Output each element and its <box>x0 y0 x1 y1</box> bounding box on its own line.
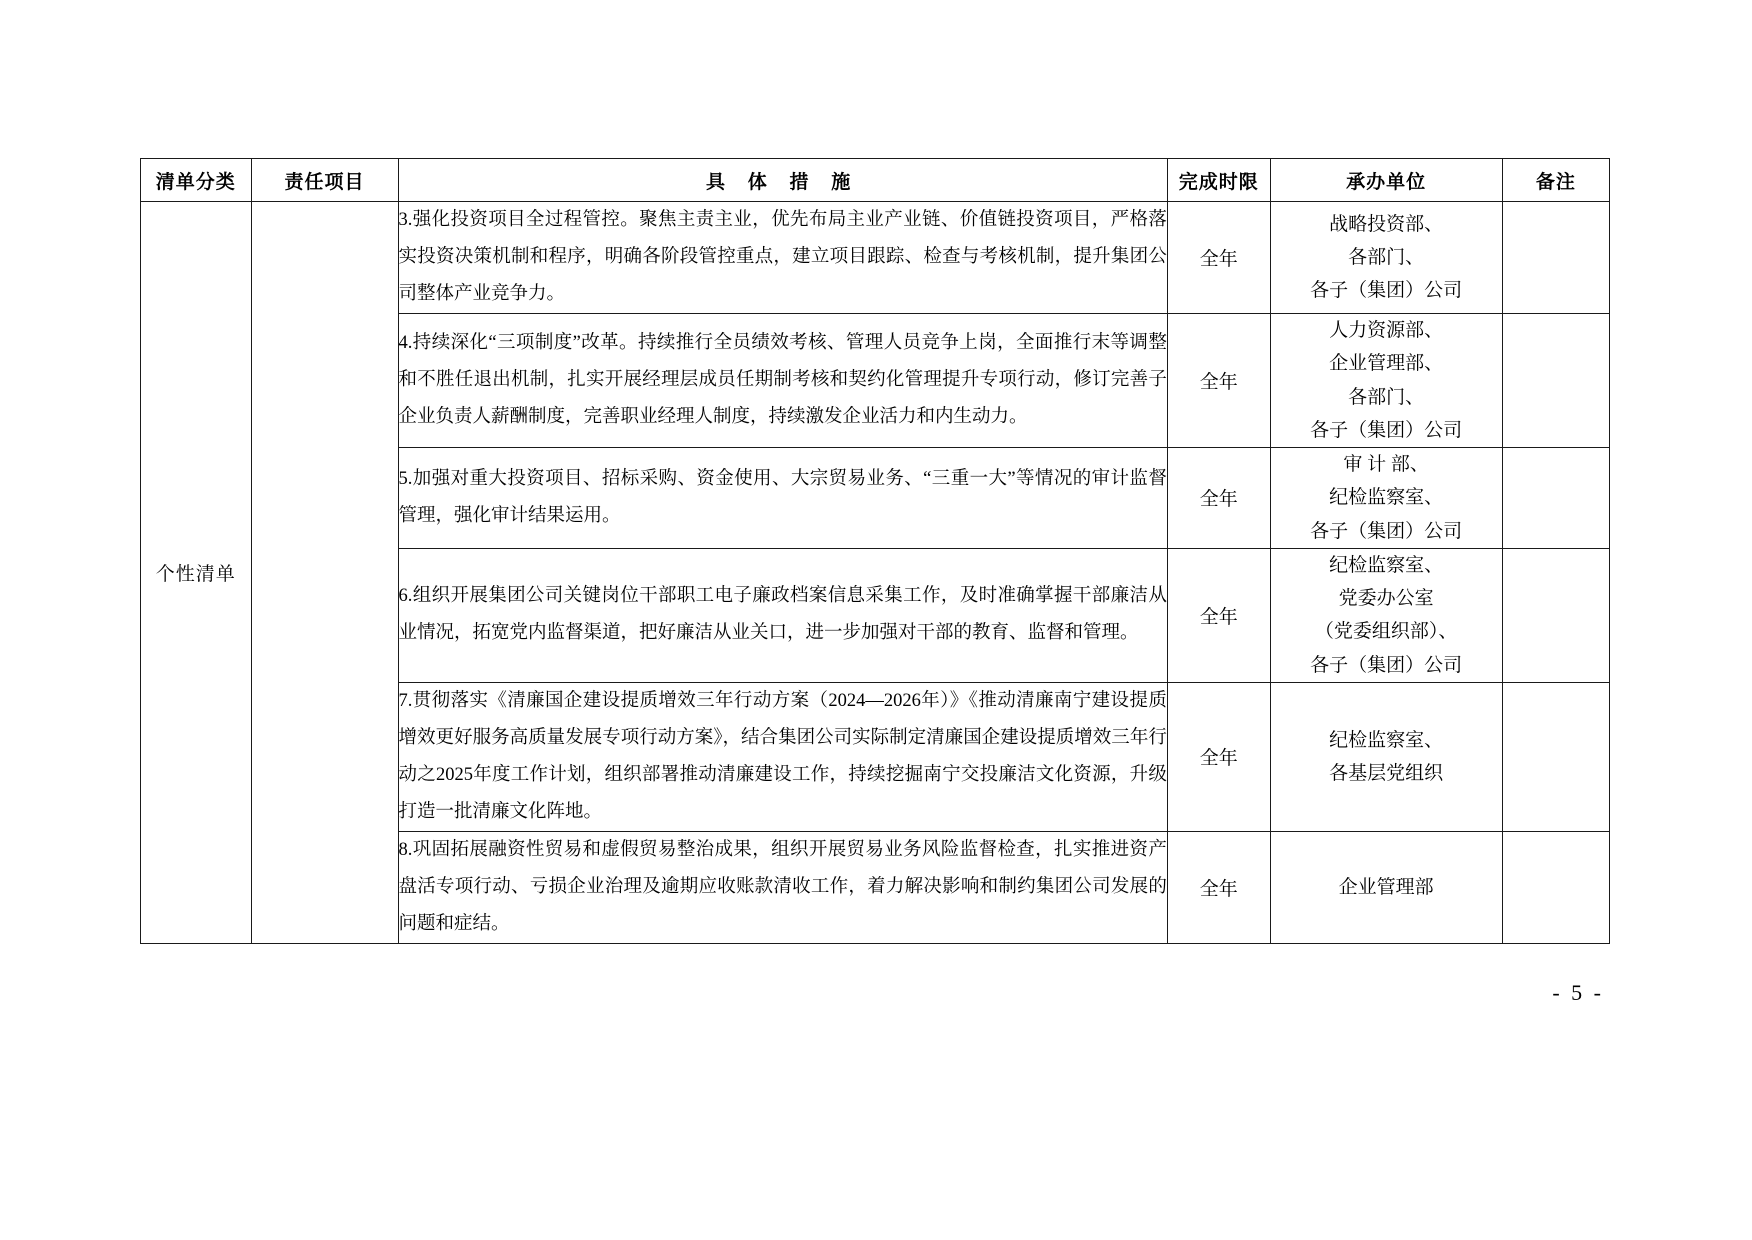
cell-unit <box>1270 682 1502 831</box>
unit-line: 各子（集团）公司 <box>1310 520 1463 542</box>
cell-deadline: 全年 <box>1167 682 1270 831</box>
cell-unit <box>1270 548 1502 682</box>
cell-note <box>1502 448 1609 549</box>
cell-deadline: 全年 <box>1167 448 1270 549</box>
unit-line: 纪检监察室、 <box>1329 729 1444 751</box>
cell-responsibility <box>251 202 398 944</box>
cell-unit <box>1270 314 1502 448</box>
unit-line: （党委组织部）、 <box>1314 621 1458 643</box>
unit-line: 各基层党组织 <box>1329 762 1444 784</box>
header-responsibility: 责任项目 <box>251 159 398 202</box>
unit-line: 纪检监察室、 <box>1329 487 1444 509</box>
cell-deadline: 全年 <box>1167 548 1270 682</box>
cell-measure: 5.加强对重大投资项目、招标采购、资金使用、大宗贸易业务、“三重一大”等情况的审计监督管理，强化审计结果运用。 <box>398 448 1167 549</box>
cell-deadline: 全年 <box>1167 831 1270 943</box>
cell-category: 个性清单 <box>141 202 252 944</box>
cell-unit <box>1270 448 1502 549</box>
cell-deadline: 全年 <box>1167 314 1270 448</box>
table-row <box>141 202 1610 314</box>
unit-line: 人力资源部、 <box>1329 320 1444 341</box>
cell-note <box>1502 314 1609 448</box>
page-number: - 5 - <box>1552 980 1604 1005</box>
cell-measure: 3.强化投资项目全过程管控。聚焦主责主业，优先布局主业产业链、价值链投资项目，严格落实投资决策机制和程序，明确各阶段管控重点，建立项目跟踪、检查与考核机制，提升集团公司整体产业竞争力。 <box>398 202 1167 314</box>
unit-line: 各部门、 <box>1348 246 1425 268</box>
cell-note <box>1502 548 1609 682</box>
unit-line: 各子（集团）公司 <box>1310 654 1463 676</box>
responsibility-list-table <box>140 158 1610 944</box>
header-unit: 承办单位 <box>1270 159 1502 202</box>
cell-note <box>1502 682 1609 831</box>
unit-line: 纪检监察室、 <box>1329 554 1444 576</box>
cell-note <box>1502 831 1609 943</box>
unit-line: 党委办公室 <box>1338 588 1434 609</box>
cell-measure: 7.贯彻落实《清廉国企建设提质增效三年行动方案（2024—2026年）》《推动清廉南宁建设提质增效更好服务高质量发展专项行动方案》，结合集团公司实际制定清廉国企建设提质增效三年行动之2025年度工作计划，组织部署推动清廉建设工作，持续挖掘南宁交投廉洁文化资源，升级打造一批清廉文化阵地。 <box>398 682 1167 831</box>
unit-line: 战略投资部、 <box>1329 213 1444 235</box>
cell-unit <box>1270 202 1502 314</box>
unit-line: 各部门、 <box>1348 386 1425 408</box>
unit-line: 企业管理部 <box>1338 876 1434 898</box>
header-deadline: 完成时限 <box>1167 159 1270 202</box>
cell-deadline: 全年 <box>1167 202 1270 314</box>
cell-measure: 8.巩固拓展融资性贸易和虚假贸易整治成果，组织开展贸易业务风险监督检查，扎实推进资产盘活专项行动、亏损企业治理及逾期应收账款清收工作，着力解决影响和制约集团公司发展的问题和症结。 <box>398 831 1167 943</box>
cell-measure: 4.持续深化“三项制度”改革。持续推行全员绩效考核、管理人员竞争上岗，全面推行末等调整和不胜任退出机制，扎实开展经理层成员任期制考核和契约化管理提升专项行动，修订完善子企业负责人薪酬制度，完善职业经理人制度，持续激发企业活力和内生动力。 <box>398 314 1167 448</box>
unit-line: 各子（集团）公司 <box>1310 419 1463 441</box>
cell-unit <box>1270 831 1502 943</box>
unit-line: 企业管理部、 <box>1329 353 1444 375</box>
header-measures: 具 体 措 施 <box>398 159 1167 202</box>
header-note: 备注 <box>1502 159 1609 202</box>
unit-line: 审 计 部、 <box>1343 454 1429 475</box>
header-category: 清单分类 <box>141 159 252 202</box>
unit-line: 各子（集团）公司 <box>1310 280 1463 302</box>
cell-measure: 6.组织开展集团公司关键岗位干部职工电子廉政档案信息采集工作，及时准确掌握干部廉洁从业情况，拓宽党内监督渠道，把好廉洁从业关口，进一步加强对干部的教育、监督和管理。 <box>398 548 1167 682</box>
cell-note <box>1502 202 1609 314</box>
table-header-row <box>141 159 1610 202</box>
